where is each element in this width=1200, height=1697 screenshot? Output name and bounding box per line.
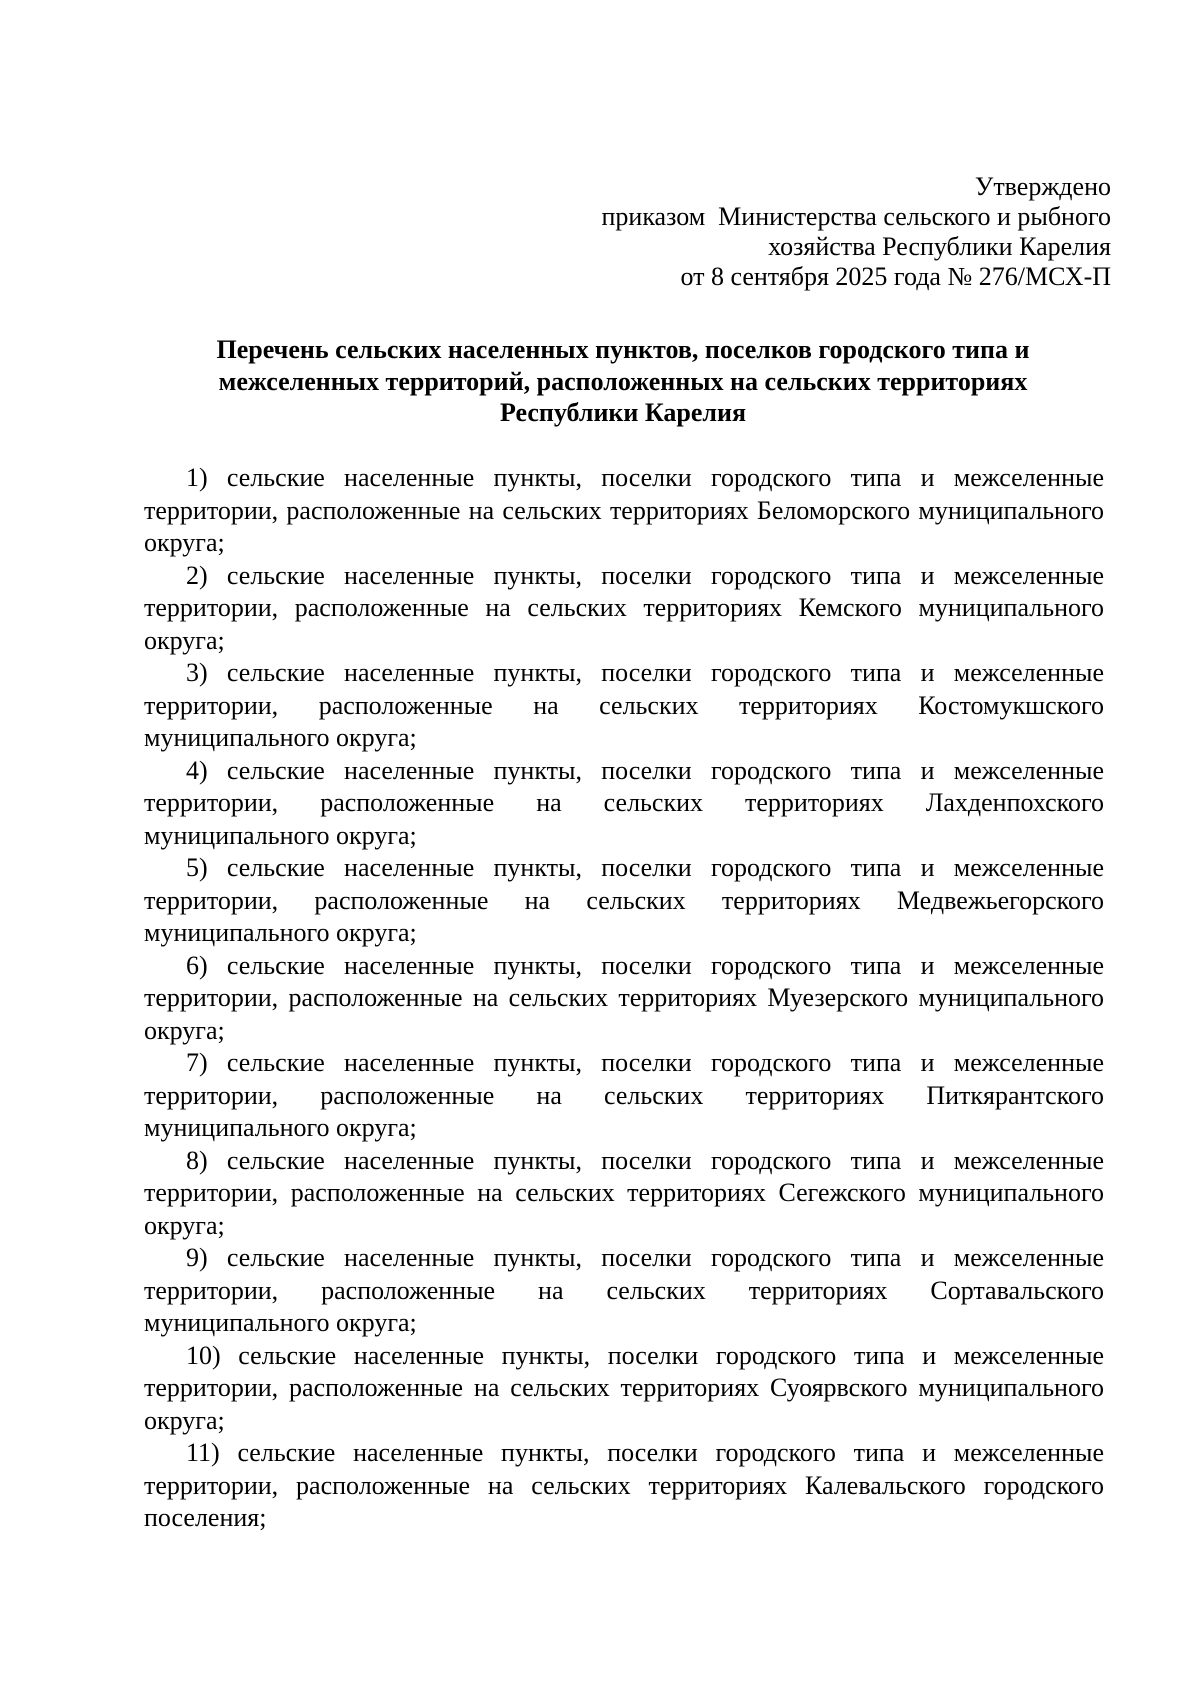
list-item: 1) сельские населенные пункты, поселки городского типа и межселенные территории, расположенные на сельских территориях Беломорского муниципального округа; <box>144 463 1104 557</box>
approval-block <box>601 172 1111 292</box>
approval-line: приказом Министерства сельского и рыбного <box>601 202 1111 231</box>
list-item: 6) сельские населенные пункты, поселки городского типа и межселенные территории, расположенные на сельских территориях Муезерского муниципального округа; <box>144 950 1104 1045</box>
list-item: 11) сельские населенные пункты, поселки городского типа и межселенные территории, расположенные на сельских территориях Калевальского городского поселения; <box>144 1438 1104 1532</box>
list-item: 9) сельские населенные пункты, поселки городского типа и межселенные территории, расположенные на сельских территориях Сортавальского муниципального округа; <box>144 1243 1104 1337</box>
title-line: Республики Карелия <box>499 398 747 427</box>
list-item: 5) сельские населенные пункты, поселки городского типа и межселенные территории, расположенные на сельских территориях Медвежьегорского муниципального округа; <box>144 853 1104 947</box>
title-line: межселенных территорий, расположенных на сельских территориях <box>218 366 1028 396</box>
settlement-list <box>144 462 1104 1535</box>
list-item: 2) сельские населенные пункты, поселки городского типа и межселенные территории, расположенные на сельских территориях Кемского муниципального округа; <box>144 560 1104 655</box>
list-item: 4) сельские населенные пункты, поселки городского типа и межселенные территории, расположенные на сельских территориях Лахденпохского муниципального округа; <box>144 755 1104 850</box>
title-line: Перечень сельских населенных пунктов, поселков городского типа и <box>216 335 1030 364</box>
document-title <box>140 334 1106 429</box>
list-item: 8) сельские населенные пункты, поселки городского типа и межселенные территории, расположенные на сельских территориях Сегежского муниципального округа; <box>144 1145 1104 1240</box>
list-item: 7) сельские населенные пункты, поселки городского типа и межселенные территории, расположенные на сельских территориях Питкярантского муниципального округа; <box>144 1048 1104 1142</box>
list-item: 3) сельские населенные пункты, поселки городского типа и межселенные территории, расположенные на сельских территориях Костомукшского муниципального округа; <box>144 658 1104 752</box>
approval-line: Утверждено <box>974 172 1111 201</box>
approval-line: от 8 сентября 2025 года № 276/МСХ-П <box>680 262 1111 291</box>
list-item: 10) сельские населенные пункты, поселки городского типа и межселенные территории, расположенные на сельских территориях Суоярвского муниципального округа; <box>144 1340 1104 1435</box>
approval-line: хозяйства Республики Карелия <box>768 232 1111 261</box>
